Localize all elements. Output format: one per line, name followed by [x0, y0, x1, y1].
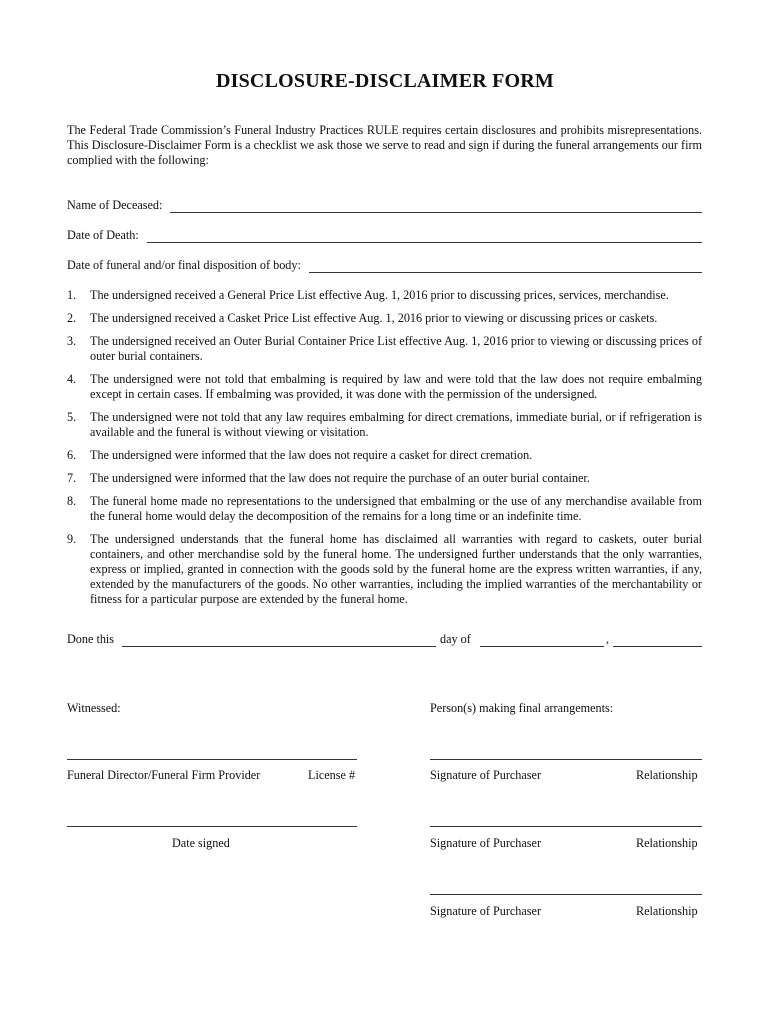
done-month-field[interactable] [480, 646, 604, 647]
deceased-name-field[interactable] [170, 200, 702, 213]
done-year-field[interactable] [613, 646, 702, 647]
done-comma: , [606, 632, 610, 646]
death-date-field[interactable] [147, 230, 702, 243]
list-item: 6. The undersigned were informed that the law does not require a casket for direct cremation. [67, 448, 533, 462]
purchaser-signature-field[interactable] [430, 894, 702, 895]
persons-label: Person(s) making final arrangements: [430, 701, 614, 715]
purchaser-signature-field[interactable] [430, 759, 702, 760]
relationship-label: Relationship [636, 904, 698, 918]
list-item: 8. The funeral home made no representations to the undersigned that embalming or the use of any merchandise available from the funeral home would delay the decomposition of the remains for a long time or an indefinite time. [67, 494, 702, 523]
list-item: 9. The undersigned understands that the funeral home has disclaimed all warranties with regard to caskets, outer burial containers, and other merchandise sold by the funeral home. The undersigned further understands that the only warranties, express or implied, granted in connection with the goods sold by the funeral home are the express written warranties, if any, extended by the manufacturers of the goods. No other warranties, including the implied warranties of the merchantability or fitness for a particular purpose are extended by the funeral home. [67, 532, 702, 606]
list-item: 3. The undersigned received an Outer Burial Container Price List effective Aug. 1, 2016 prior to viewing or discussing prices of outer burial containers. [67, 334, 702, 363]
license-label: License # [308, 768, 356, 782]
death-date-label: Date of Death: [67, 228, 139, 242]
provider-label: Funeral Director/Funeral Firm Provider [67, 768, 261, 782]
day-of-label: day of [440, 632, 471, 646]
death-date-row [67, 227, 702, 243]
provider-signature-field[interactable] [67, 759, 357, 760]
funeral-date-row [67, 257, 702, 273]
list-item: 2. The undersigned received a Casket Price List effective Aug. 1, 2016 prior to viewing or discussing prices or caskets. [67, 311, 658, 325]
funeral-date-label: Date of funeral and/or final disposition of body: [67, 258, 301, 272]
deceased-name-row [67, 197, 702, 213]
list-item: 1. The undersigned received a General Price List effective Aug. 1, 2016 prior to discussing prices, services, merchandise. [67, 288, 669, 302]
list-item: 4. The undersigned were not told that embalming is required by law and were told that the law does not require embalming except in certain cases. If embalming was provided, it was done with the permission of the undersigned. [67, 372, 702, 401]
list-item: 5. The undersigned were not told that any law requires embalming for direct cremations, immediate burial, or if refrigeration is available and the funeral is without viewing or visitation. [67, 410, 702, 439]
funeral-date-field[interactable] [309, 260, 702, 273]
done-this-label: Done this [67, 632, 115, 646]
disclosure-list [67, 288, 702, 615]
done-day-field[interactable] [122, 646, 436, 647]
intro-paragraph: The Federal Trade Commission’s Funeral Industry Practices RULE requires certain disclosures and prohibits misrepresentations. This Disclosure-Disclaimer Form is a checklist we ask those we serve to read and sign if during the funeral arrangements our firm complied with the following: [67, 123, 702, 167]
list-item: 7. The undersigned were informed that the law does not require the purchase of an outer burial container. [67, 471, 590, 485]
purchaser-signature-field[interactable] [430, 826, 702, 827]
form-title: DISCLOSURE-DISCLAIMER FORM [215, 70, 554, 92]
deceased-name-label: Name of Deceased: [67, 198, 163, 212]
relationship-label: Relationship [636, 768, 698, 782]
witnessed-label: Witnessed: [67, 701, 121, 715]
signature-label: Signature of Purchaser [430, 836, 542, 850]
date-signed-field[interactable] [67, 826, 357, 827]
signature-label: Signature of Purchaser [430, 904, 542, 918]
date-signed-label: Date signed [172, 836, 230, 850]
signature-label: Signature of Purchaser [430, 768, 542, 782]
relationship-label: Relationship [636, 836, 698, 850]
